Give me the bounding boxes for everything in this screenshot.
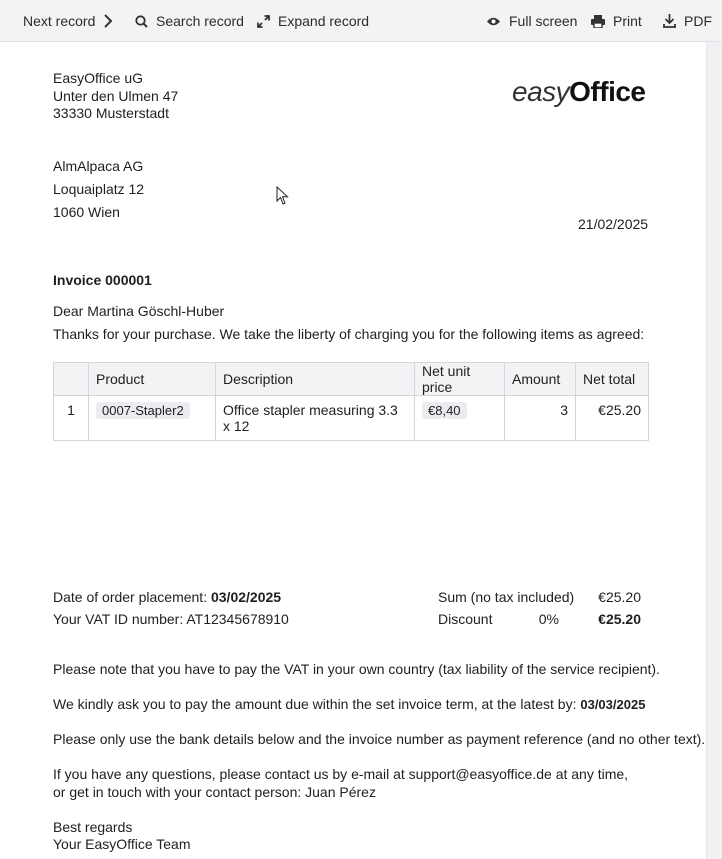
discount-total: €25.20: [598, 611, 641, 627]
printer-icon: [591, 15, 605, 28]
payment-due-date: 03/03/2025: [580, 697, 646, 712]
column-header-product: Product: [89, 363, 216, 396]
cell-amount: 3: [505, 396, 576, 441]
eye-icon: [486, 16, 501, 27]
vat-id-label: Your VAT ID number:: [53, 611, 184, 627]
search-record-button[interactable]: [135, 0, 244, 42]
toolbar: [0, 0, 722, 42]
vat-note: Please note that you have to pay the VAT in your own country (tax liability of the service recipient).: [53, 661, 660, 677]
search-record-label: Search record: [156, 13, 244, 29]
team-signature: Your EasyOffice Team: [53, 836, 191, 852]
chevron-right-icon: [103, 14, 113, 28]
logo-part-office: Office: [569, 76, 646, 107]
pdf-label: PDF: [684, 13, 712, 29]
download-icon: [663, 14, 676, 28]
sender-city: 33330 Musterstadt: [53, 105, 169, 121]
invoice-date: 21/02/2025: [578, 216, 649, 232]
full-screen-label: Full screen: [509, 13, 578, 29]
column-header-amount: Amount: [505, 363, 576, 396]
mouse-cursor-icon: [276, 186, 289, 206]
vat-id-line: [53, 611, 289, 627]
logo-part-easy: easy: [512, 76, 570, 107]
expand-record-label: Expand record: [278, 13, 370, 29]
cell-description: Office stapler measuring 3.3 x 12: [216, 396, 415, 441]
sender-address: [53, 70, 178, 123]
discount-percent: 0%: [538, 611, 559, 627]
column-header-pos: [54, 363, 89, 396]
order-date-label: Date of order placement:: [53, 589, 208, 605]
order-date-line: [53, 589, 281, 605]
intro-text: Thanks for your purchase. We take the liberty of charging you for the following items as agreed:: [53, 326, 645, 342]
sender-company: EasyOffice uG: [53, 70, 144, 86]
regards: Best regards: [53, 819, 133, 835]
pdf-button[interactable]: [663, 0, 712, 42]
sender-street: Unter den Ulmen 47: [53, 87, 179, 104]
print-label: Print: [613, 13, 642, 29]
full-screen-button[interactable]: [486, 0, 577, 42]
next-record-button[interactable]: [23, 0, 113, 42]
column-header-unit-price: Net unit price: [415, 363, 505, 396]
greeting: Dear Martina Göschl-Huber: [53, 303, 225, 319]
cell-unit-price: [415, 396, 505, 441]
invoice-title: Invoice 000001: [53, 272, 152, 288]
discount-label: Discount: [438, 611, 493, 627]
payment-due-text: We kindly ask you to pay the amount due within the set invoice term, at the latest by:: [53, 696, 577, 712]
cell-product: [89, 396, 216, 441]
order-date-value: 03/02/2025: [210, 589, 282, 605]
cell-net-total: €25.20: [576, 396, 649, 441]
print-button[interactable]: [591, 0, 642, 42]
expand-icon: [257, 15, 270, 28]
contact-person-label: or get in touch with your contact person:: [53, 784, 302, 800]
column-header-description: Description: [216, 363, 415, 396]
scrollbar[interactable]: [706, 42, 722, 859]
unit-price-chip[interactable]: €8,40: [422, 402, 467, 419]
table-row: [54, 396, 649, 441]
vat-id-value: AT12345678910: [186, 611, 289, 627]
recipient-address: [53, 155, 144, 224]
cell-pos: 1: [54, 396, 89, 441]
recipient-company: AlmAlpaca AG: [53, 158, 144, 174]
sum-value: €25.20: [598, 589, 641, 605]
next-record-label: Next record: [23, 13, 96, 29]
expand-record-button[interactable]: [257, 0, 369, 42]
payment-due-line: [53, 696, 645, 712]
sum-label: Sum (no tax included): [438, 589, 575, 605]
table-header-row: [54, 363, 649, 396]
contact-line-2: [53, 784, 376, 800]
product-chip[interactable]: 0007-Stapler2: [96, 402, 190, 419]
contact-person-name: Juan Pérez: [305, 784, 376, 800]
company-logo: [512, 76, 646, 108]
contact-line-1: If you have any questions, please contact us by e-mail at support@easyoffice.de at any time,: [53, 766, 629, 782]
recipient-street: Loquaiplatz 12: [53, 181, 145, 197]
column-header-net-total: Net total: [576, 363, 649, 396]
recipient-city: 1060 Wien: [53, 204, 120, 220]
items-table: [53, 362, 649, 441]
bank-note: Please only use the bank details below and the invoice number as payment reference (and no other text).: [53, 731, 706, 747]
search-icon: [135, 15, 148, 28]
